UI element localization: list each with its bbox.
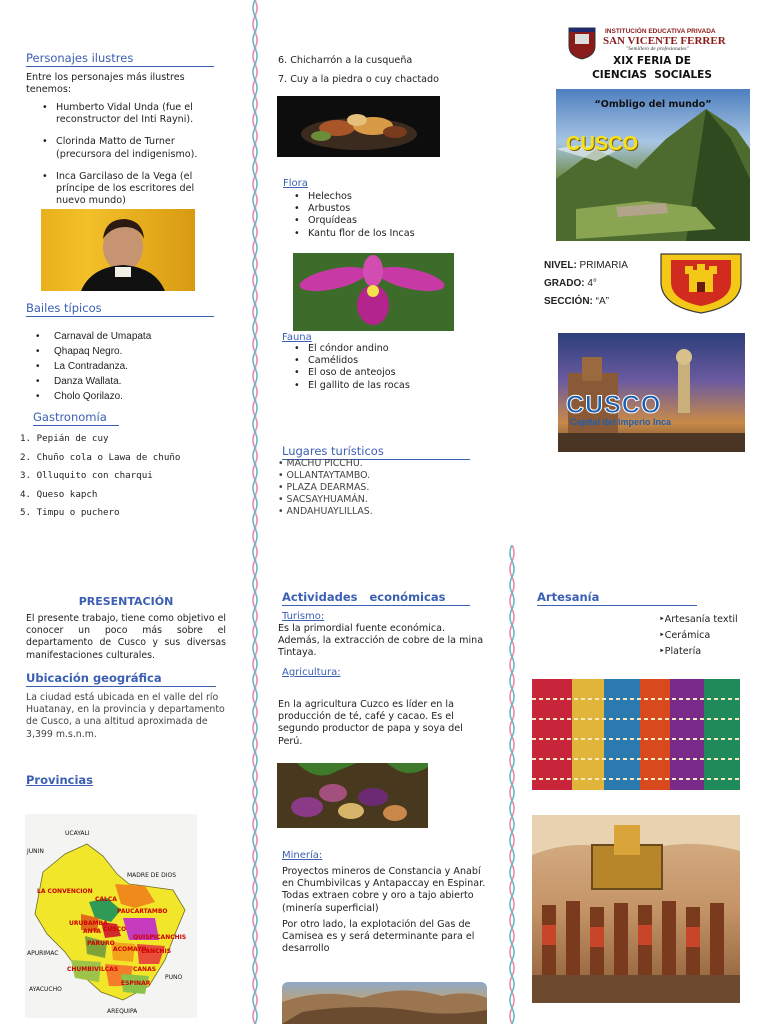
list-item: 4. Queso kapch [20,488,98,500]
gastronomia-heading: Gastronomía [33,410,119,426]
feria-title-line-1: XIX FERIA DE [613,55,691,67]
dot-bullet: • [278,494,287,505]
bailes-heading: Bailes típicos [26,301,214,317]
list-item-label: MACHU PICCHU. [286,458,363,469]
grado-row [544,278,597,289]
map-label: AYACUCHO [29,986,62,993]
map-label: AREQUIPA [107,1008,138,1015]
list-item: • El cóndor andino [292,343,492,355]
list-item [659,628,768,644]
cusco-cover-title: CUSCO [566,133,639,155]
banner-cusco-subtitle: Capital del Imperio Inca [570,417,672,427]
mineria-text-1: Proyectos mineros de Constancia y Anabí en Chumbivilcas y Antapaccay en Espinar. Todas extraen cobre y oro a tajo abierto (minería superficial) [282,866,486,914]
mineria-text-2: Por otro lado, la explotación del Gas de Camisea es y será determinante para el desarrollo [282,919,475,955]
school-brand: SAN VICENTE FERRER [603,35,726,47]
personajes-intro: Entre los personajes más ilustres tenemos: [26,72,185,96]
list-item-label: OLLANTAYTAMBO. [286,470,371,481]
map-label: CANAS [133,966,157,973]
artesania-heading: Artesanía [537,590,697,606]
personajes-list [40,102,218,207]
list-item: • Camélidos [292,355,492,367]
list-item: 6. Chicharrón a la cusqueña [278,55,413,66]
lugares-heading: Lugares turísticos [282,444,470,460]
list-item: • Arbustos [292,203,492,215]
map-label: PUNO [165,974,183,981]
list-item [278,470,498,482]
feria-title-line-2: CIENCIAS SOCIALES [592,69,712,81]
map-label: PAUCARTAMBO [117,908,168,915]
list-item: • El oso de anteojos [292,367,492,379]
list-item: 1. Pepián de cuy [20,433,109,444]
inca-procession-image [532,815,740,1003]
list-item: • Qhapaq Negro. [34,344,224,359]
list-item: • Humberto Vidal Unda (fue el reconstructor del Inti Rayni). [40,102,218,126]
dot-bullet: • [278,506,287,517]
nivel-label: NIVEL: [544,260,577,271]
list-item: • Carnaval de Umapata [34,329,224,344]
map-label: JUNIN [27,848,44,855]
dot-bullet: • [278,470,287,481]
artesania-list [659,612,768,660]
fauna-list [292,343,492,392]
flora-list [292,191,492,240]
list-item-label: ANDAHUAYLILLAS. [286,506,373,517]
nivel-row [544,260,628,271]
list-item-label: PLAZA DEARMAS. [286,482,370,493]
artesania-textile-image [532,679,740,790]
provincias-map-image [25,814,197,1018]
list-item: • Cholo Qorilazo. [34,389,224,404]
ombligo-caption: “Ombligo del mundo” [594,99,712,110]
list-item: • Clorinda Matto de Turner (precursora del indigenismo). [40,136,218,160]
orchid-flower-image [293,253,454,331]
seccion-row [544,296,609,307]
cusco-capital-banner-image [558,333,745,452]
map-label: UCAYALI [65,830,90,837]
flora-heading: Flora [283,178,308,189]
mine-landscape-image [282,982,487,1024]
agricultura-heading: Agricultura: [282,667,341,678]
turismo-heading: Turismo: [282,611,325,622]
school-motto: "Semillero de profesionales" [626,46,689,52]
list-item: • El gallito de las rocas [292,380,492,392]
ubicacion-text: La ciudad está ubicada en el valle del río Huatanay, en la provincia y departamento de Cusco, a una altitud aproximada de 3,399 m.s.n.m. [26,692,225,740]
lugares-list [278,458,498,518]
gastronomia-list [20,430,240,523]
arrow-bullet: ‣ [659,630,665,641]
grado-value: 4° [584,278,597,289]
turismo-text: Es la primordial fuente económica. Además, la extracción de cobre de la mina Tintaya. [278,623,484,659]
bailes-list [34,329,224,404]
arrow-bullet: ‣ [659,646,665,657]
potatoes-image [277,763,428,828]
column-divider-right [508,545,516,1024]
arrow-bullet: ‣ [659,614,665,625]
list-item-label: Artesanía textil [664,614,738,625]
map-label: CANCHIS [141,948,172,955]
chicharron-food-image [277,96,440,157]
list-item: • La Contradanza. [34,359,224,374]
machu-picchu-cover-image [556,89,750,241]
map-label: ANTA [83,928,101,935]
agricultura-text: En la agricultura Cuzco es líder en la producción de té, café y cacao. Es el segundo productor de papa y soya del Perú. [278,699,463,747]
actividades-heading: Actividades económicas [282,590,470,606]
list-item [659,644,768,660]
garcilaso-portrait-image [41,209,195,291]
cusco-coat-of-arms-image [657,252,745,314]
list-item [278,506,498,518]
school-name: INSTITUCIÓN EDUCATIVA PRIVADA [605,28,716,35]
list-item [278,494,498,506]
list-item: • Danza Wallata. [34,374,224,389]
dot-bullet: • [278,482,287,493]
map-label: QUISPICANCHIS [133,934,187,941]
list-item: 3. Olluquito con charqui [20,470,153,481]
list-item-label: Cerámica [664,630,711,641]
list-item [278,458,498,470]
column-divider-left [251,0,259,1024]
map-label: PARURO [87,940,115,947]
map-label: MADRE DE DIOS [127,872,177,879]
list-item: • Orquídeas [292,215,492,227]
list-item [659,612,768,628]
list-item-label: Platería [664,646,702,657]
presentacion-text: El presente trabajo, tiene como objetivo el conocer un poco más sobre el departamento de Cusco y sus diversas manifestaciones culturales. [26,613,226,661]
seccion-label: SECCIÓN: [544,296,593,307]
map-label: CUSCO [103,926,127,933]
personajes-heading: Personajes ilustres [26,51,214,67]
map-label: ACOMAYO [113,946,147,953]
grado-label: GRADO: [544,278,585,289]
list-item: 5. Timpu o puchero [20,507,120,518]
list-item: • Inca Garcilaso de la Vega (el príncipe de los escritores del nuevo mundo) [40,171,218,208]
map-label: CHUMBIVILCAS [67,966,119,973]
nivel-value: PRIMARIA [576,260,628,271]
map-label: CALCA [95,896,117,903]
presentacion-heading: PRESENTACIÓN [78,595,174,608]
list-item: • Helechos [292,191,492,203]
map-label: URUBAMBA [69,920,108,927]
ubicacion-heading: Ubicación geográfica [26,671,216,687]
map-label: ESPINAR [121,980,151,987]
mineria-heading: Minería: [282,850,323,861]
list-item [278,482,498,494]
list-item: • Kantu flor de los Incas [292,228,492,240]
seccion-value: “A” [592,296,610,307]
list-item-label: SACSAYHUAMÁN. [286,494,368,505]
gastronomia-continued [278,51,498,89]
provincias-heading: Provincias [26,773,93,787]
dot-bullet: • [278,458,287,469]
map-label: LA CONVENCION [37,888,93,895]
map-label: APURIMAC [27,950,59,957]
fauna-heading: Fauna [282,332,312,343]
list-item: 2. Chuño cola o Lawa de chuño [20,451,181,463]
banner-cusco-title: CUSCO [566,391,662,419]
list-item: 7. Cuy a la piedra o cuy chactado [278,74,439,85]
